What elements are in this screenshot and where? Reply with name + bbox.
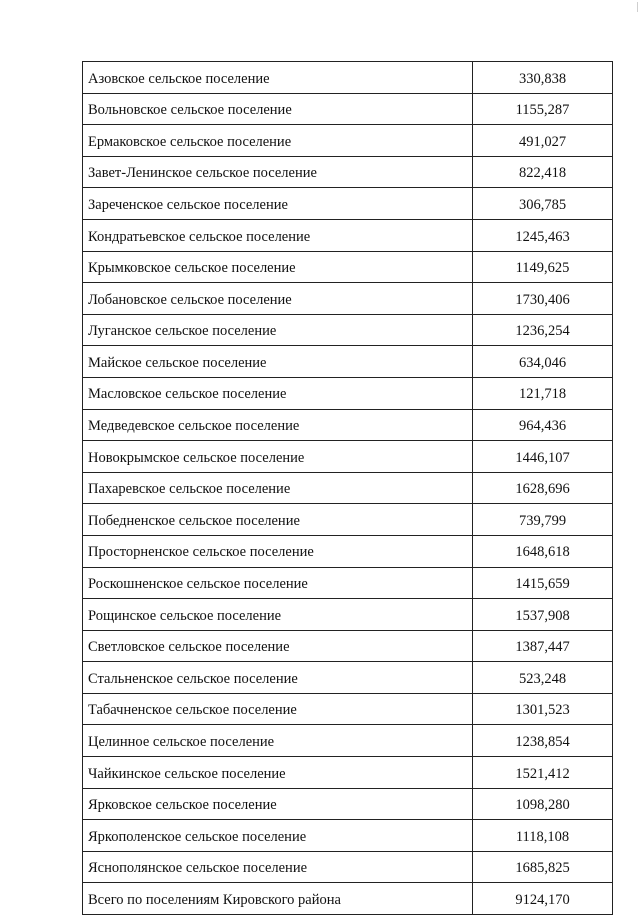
settlement-value: 964,436 xyxy=(473,409,613,441)
settlement-name: Майское сельское поселение xyxy=(83,346,473,378)
table-row xyxy=(83,693,613,725)
settlement-value: 1537,908 xyxy=(473,599,613,631)
settlement-name: Новокрымское сельское поселение xyxy=(83,441,473,473)
table-row xyxy=(83,377,613,409)
table-row xyxy=(83,62,613,94)
settlement-value: 1521,412 xyxy=(473,757,613,789)
settlement-name: Масловское сельское поселение xyxy=(83,377,473,409)
settlement-name: Победненское сельское поселение xyxy=(83,504,473,536)
table-row xyxy=(83,851,613,883)
settlement-value: 1648,618 xyxy=(473,535,613,567)
settlement-name: Завет-Ленинское сельское поселение xyxy=(83,156,473,188)
settlement-value: 1236,254 xyxy=(473,314,613,346)
settlement-value: 1301,523 xyxy=(473,693,613,725)
scan-edge-mark xyxy=(631,2,638,12)
table-row xyxy=(83,820,613,852)
settlement-name: Кондратьевское сельское поселение xyxy=(83,219,473,251)
settlement-value: 1628,696 xyxy=(473,472,613,504)
settlement-value: 523,248 xyxy=(473,662,613,694)
table-row xyxy=(83,725,613,757)
table-row xyxy=(83,662,613,694)
table-row xyxy=(83,93,613,125)
settlement-name: Целинное сельское поселение xyxy=(83,725,473,757)
settlement-name: Светловское сельское поселение xyxy=(83,630,473,662)
settlement-name: Медведевское сельское поселение xyxy=(83,409,473,441)
table-row xyxy=(83,283,613,315)
settlement-value: 1245,463 xyxy=(473,219,613,251)
table-row xyxy=(83,757,613,789)
settlement-value: 1685,825 xyxy=(473,851,613,883)
settlement-name: Ярковское сельское поселение xyxy=(83,788,473,820)
settlement-name: Вольновское сельское поселение xyxy=(83,93,473,125)
total-value: 9124,170 xyxy=(473,883,613,915)
table-row xyxy=(83,535,613,567)
settlement-value: 739,799 xyxy=(473,504,613,536)
settlement-value: 1730,406 xyxy=(473,283,613,315)
settlement-name: Лобановское сельское поселение xyxy=(83,283,473,315)
settlement-name: Яркополенское сельское поселение xyxy=(83,820,473,852)
settlement-name: Роскошненское сельское поселение xyxy=(83,567,473,599)
settlement-value: 1387,447 xyxy=(473,630,613,662)
settlement-value: 306,785 xyxy=(473,188,613,220)
settlement-value: 491,027 xyxy=(473,125,613,157)
settlement-value: 1155,287 xyxy=(473,93,613,125)
settlement-value: 1118,108 xyxy=(473,820,613,852)
settlement-name: Просторненское сельское поселение xyxy=(83,535,473,567)
settlement-value: 121,718 xyxy=(473,377,613,409)
table-row xyxy=(83,472,613,504)
table-row xyxy=(83,409,613,441)
table-row xyxy=(83,314,613,346)
table-row xyxy=(83,188,613,220)
settlement-value: 330,838 xyxy=(473,62,613,94)
table-row xyxy=(83,567,613,599)
settlement-value: 1415,659 xyxy=(473,567,613,599)
total-label: Всего по поселениям Кировского района xyxy=(83,883,473,915)
table-row xyxy=(83,504,613,536)
settlement-value: 1446,107 xyxy=(473,441,613,473)
settlement-name: Табачненское сельское поселение xyxy=(83,693,473,725)
settlement-name: Пахаревское сельское поселение xyxy=(83,472,473,504)
table-row xyxy=(83,599,613,631)
table-row xyxy=(83,219,613,251)
settlements-table xyxy=(82,61,613,915)
settlement-value: 1238,854 xyxy=(473,725,613,757)
settlement-value: 634,046 xyxy=(473,346,613,378)
settlement-name: Рощинское сельское поселение xyxy=(83,599,473,631)
settlement-name: Луганское сельское поселение xyxy=(83,314,473,346)
table-body xyxy=(83,62,613,915)
settlement-value: 1098,280 xyxy=(473,788,613,820)
table-row xyxy=(83,788,613,820)
settlement-name: Крымковское сельское поселение xyxy=(83,251,473,283)
table-row xyxy=(83,441,613,473)
settlement-value: 1149,625 xyxy=(473,251,613,283)
settlement-name: Азовское сельское поселение xyxy=(83,62,473,94)
table-row xyxy=(83,156,613,188)
total-row xyxy=(83,883,613,915)
settlement-name: Яснополянское сельское поселение xyxy=(83,851,473,883)
settlement-name: Зареченское сельское поселение xyxy=(83,188,473,220)
table-row xyxy=(83,251,613,283)
settlement-name: Стальненское сельское поселение xyxy=(83,662,473,694)
settlement-name: Ермаковское сельское поселение xyxy=(83,125,473,157)
table-row xyxy=(83,630,613,662)
settlement-name: Чайкинское сельское поселение xyxy=(83,757,473,789)
table-row xyxy=(83,125,613,157)
table-row xyxy=(83,346,613,378)
settlement-value: 822,418 xyxy=(473,156,613,188)
